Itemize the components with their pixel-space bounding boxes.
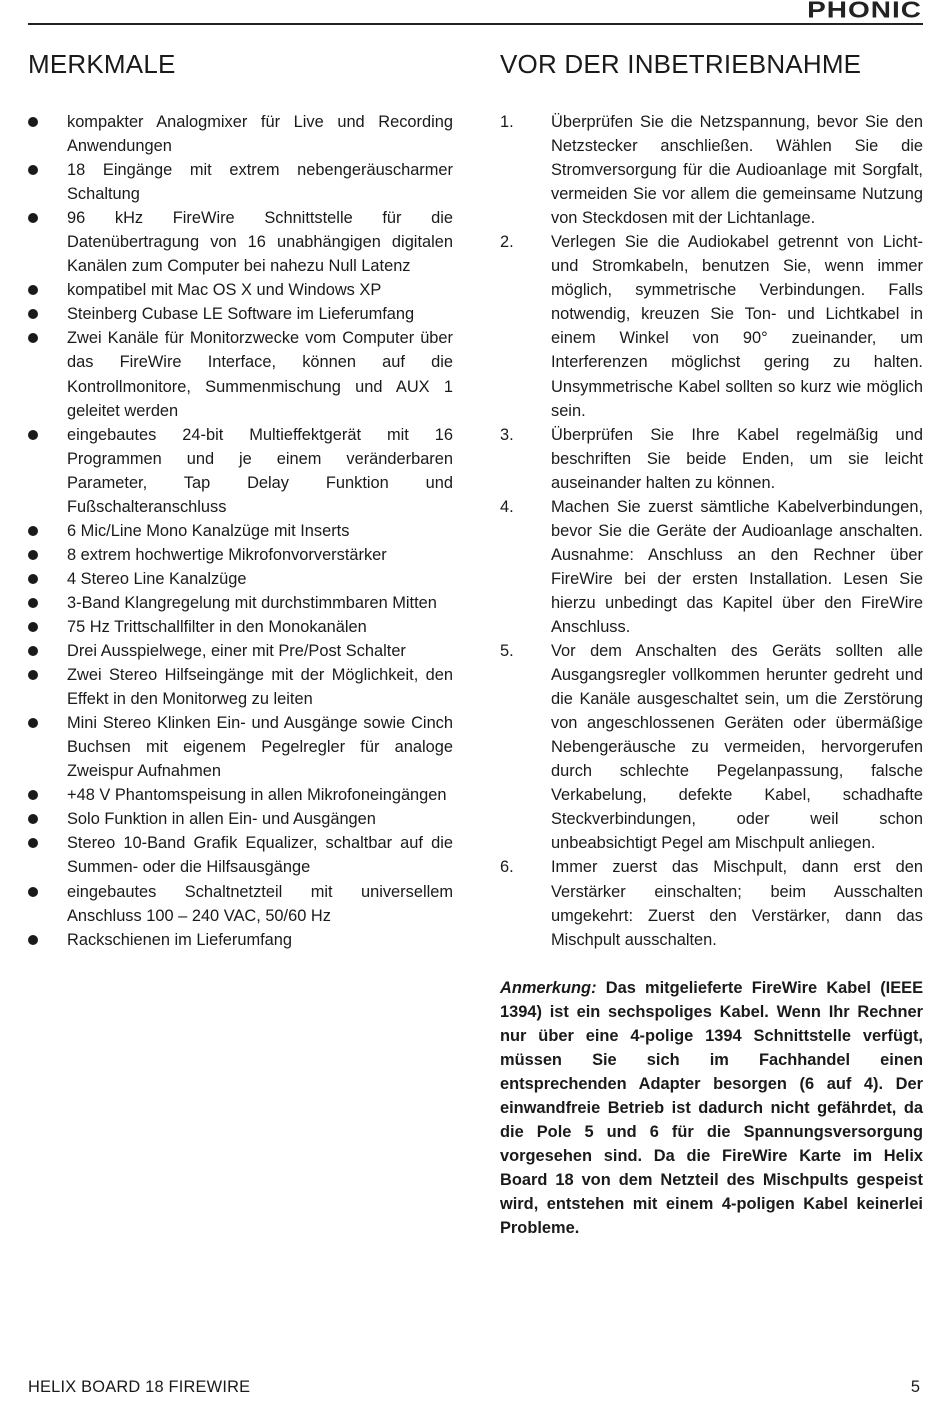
bullet-icon [28,646,38,656]
list-item [28,206,453,278]
list-item-text: 75 Hz Trittschallfilter in den Monokanälen [67,617,367,636]
list-item [28,158,453,206]
step-item [500,639,923,855]
list-item-text: Zwei Stereo Hilfseingänge mit der Möglichkeit, den Effekt in den Monitorweg zu leiten [67,666,453,709]
bullet-icon [28,165,38,175]
bullet-icon [28,622,38,632]
bullet-icon [28,718,38,728]
bullet-icon [28,887,38,897]
list-item [28,880,453,928]
list-item [28,615,453,639]
step-item [500,423,923,495]
step-item [500,495,923,639]
page-number: 5 [910,1378,920,1396]
features-title: MERKMALE [28,49,176,79]
step-number: 5. [500,642,514,661]
list-item-text: Zwei Kanäle für Monitorzwecke vom Computer über das FireWire Interface, können auf die Kontrollmonitore, Summenmischung und AUX 1 geleitet werden [67,329,453,420]
list-item [28,278,453,302]
list-item [28,110,453,158]
list-item [28,711,453,783]
step-item [500,110,923,230]
bullet-icon [28,574,38,584]
bullet-icon [28,838,38,848]
bullet-icon [28,213,38,223]
footer-product-name: HELIX BOARD 18 FIREWIRE [28,1378,251,1396]
bullet-icon [28,309,38,319]
step-text: Überprüfen Sie Ihre Kabel regelmäßig und beschriften Sie beide Enden, um sie leicht auseinander halten zu können. [551,425,923,492]
list-item [28,423,453,519]
list-item [28,639,453,663]
bullet-icon [28,430,38,440]
list-item-text: eingebautes 24-bit Multieffektgerät mit 16 Programmen und je einem veränderbaren Parameter, Tap Delay Funktion und Fußschalteranschluss [67,425,453,516]
step-text: Immer zuerst das Mischpult, dann erst den Verstärker einschalten; beim Ausschalten umgekehrt: Zuerst den Verstärker, dann das Mischpult ausschalten. [551,858,923,949]
list-item-text: +48 V Phantomspeisung in allen Mikrofoneingängen [67,786,447,805]
step-item [500,230,923,422]
list-item-text: Drei Ausspielwege, einer mit Pre/Post Schalter [67,642,406,661]
step-number: 6. [500,858,514,877]
list-item [28,567,453,591]
list-item-text: Steinberg Cubase LE Software im Lieferumfang [67,305,415,324]
note-label: Anmerkung: [500,978,597,997]
list-item [28,302,453,326]
brand-logo: PHONIC [807,0,922,23]
step-number: 1. [500,113,514,131]
list-item [28,591,453,615]
bullet-icon [28,550,38,560]
list-item [28,326,453,422]
list-item-text: Solo Funktion in allen Ein- und Ausgängen [67,810,376,829]
step-number: 4. [500,497,514,516]
list-item-text: 6 Mic/Line Mono Kanalzüge mit Inserts [67,521,350,540]
step-number: 3. [500,425,514,444]
step-text: Überprüfen Sie die Netzspannung, bevor Sie den Netzstecker anschließen. Wählen Sie die Stromversorgung für die Audioanlage mit Sorgfalt, vermeiden Sie vor allem die gemeinsame Nutzung von Steckdosen mit der Lichtanlage. [551,113,923,228]
list-item-text: eingebautes Schaltnetzteil mit universellem Anschluss 100 – 240 VAC, 50/60 Hz [67,882,453,925]
list-item [28,783,453,807]
list-item-text: 96 kHz FireWire Schnittstelle für die Datenübertragung von 16 unabhängigen digitalen Kanälen zum Computer bei nahezu Null Latenz [67,209,453,276]
preparation-column [500,46,923,1257]
note-text: Das mitgelieferte FireWire Kabel (IEEE 1394) ist ein sechspoliges Kabel. Wenn Ihr Rechner nur über eine 4-polige 1394 Schnittstelle verfügt, müssen Sie sich im Fachhandel einen entsprechenden Adapter besorgen (6 auf 4). Der einwandfreie Betrieb ist dadurch nicht gefährdet, da die Pole 5 und 6 für die Spannungsversorgung vorgesehen sind. Da die FireWire Karte im Helix Board 18 von dem Netzteil des Mischpults gespeist wird, entstehen mit einem 4-poligen Kabel keinerlei Probleme. [500,978,923,1238]
list-item-text: kompatibel mit Mac OS X und Windows XP [67,281,382,300]
list-item-text: kompakter Analogmixer für Live und Recording Anwendungen [67,113,453,156]
list-item [28,543,453,567]
list-item-text: 18 Eingänge mit extrem nebengeräuscharmer Schaltung [67,161,453,204]
bullet-icon [28,790,38,800]
bullet-icon [28,117,38,127]
list-item-text: Stereo 10-Band Grafik Equalizer, schaltbar auf die Summen- oder die Hilfsausgänge [67,834,453,877]
bullet-icon [28,285,38,295]
list-item-text: 4 Stereo Line Kanalzüge [67,569,247,588]
features-list [28,110,453,952]
step-text: Machen Sie zuerst sämtliche Kabelverbindungen, bevor Sie die Geräte der Audioanlage anschalten. Ausnahme: Anschluss an den Rechner über FireWire bei der ersten Installation. Lesen Sie hierzu unbedingt das Kapitel über den FireWire Anschluss. [551,497,923,636]
bullet-icon [28,935,38,945]
bullet-icon [28,814,38,824]
list-item [28,807,453,831]
bullet-icon [28,670,38,680]
list-item-text: 3-Band Klangregelung mit durchstimmbaren Mitten [67,593,437,612]
list-item [28,928,453,952]
list-item [28,831,453,879]
list-item [28,519,453,543]
list-item-text: 8 extrem hochwertige Mikrofonvorverstärker [67,545,387,564]
preparation-title: VOR DER INBETRIEBNAHME [500,49,862,79]
header-rule [28,23,923,25]
step-text: Vor dem Anschalten des Geräts sollten alle Ausgangsregler vollkommen herunter gedreht und die Kanäle ausgeschaltet sein, um die Zerstörung von angeschlossenen Geräten oder übermäßige Nebengeräusche zu vermeiden, hervorgerufen durch schlechte Pegelanpassung, falsche Verkabelung, defekte Kabel, schadhafte Steckverbindungen, oder weil schon unbeabsichtigt Pegel am Mischpult anliegen. [551,642,923,853]
features-column [28,46,453,952]
bullet-icon [28,526,38,536]
list-item-text: Mini Stereo Klinken Ein- und Ausgänge sowie Cinch Buchsen mit eigenem Pegelregler für analoge Zweispur Aufnahmen [67,714,453,781]
list-item [28,663,453,711]
bullet-icon [28,598,38,608]
step-item [500,855,923,951]
preparation-steps [500,110,923,952]
step-number: 2. [500,233,514,252]
list-item-text: Rackschienen im Lieferumfang [67,930,293,949]
step-text: Verlegen Sie die Audiokabel getrennt von Licht- und Stromkabeln, benutzen Sie, wenn immer möglich, symmetrische Verbindungen. Falls notwendig, kreuzen Sie Ton- und Lichtkabel in einem Winkel von 90° zueinander, um Interferenzen möglichst gering zu halten. Unsymmetrische Kabel sollten so kurz wie möglich sein. [551,233,923,420]
bullet-icon [28,333,38,343]
note-paragraph [500,976,923,1241]
